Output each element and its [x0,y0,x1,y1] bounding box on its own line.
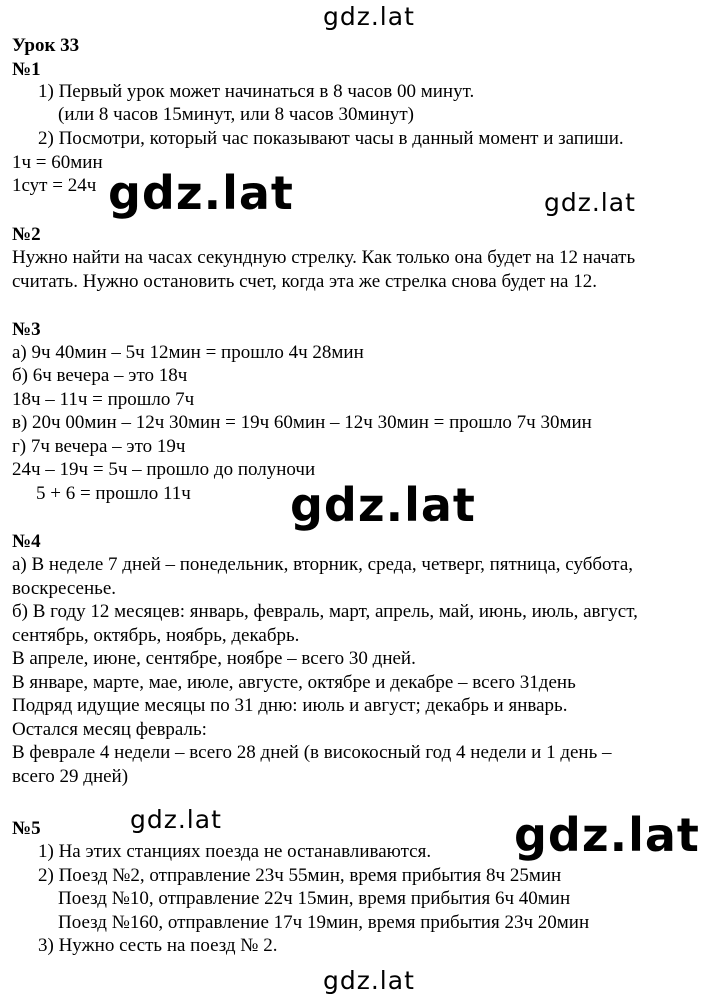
task-4-line: Подряд идущие месяцы по 31 дню: июль и август; декабрь и январь. [12,695,568,716]
task-4-line: сентябрь, октябрь, ноябрь, декабрь. [12,625,300,646]
task-4-line: а) В неделе 7 дней – понедельник, вторник, среда, четверг, пятница, суббота, [12,554,634,575]
task-5-line: 3) Нужно сесть на поезд № 2. [38,935,278,956]
task-2-line: Нужно найти на часах секундную стрелку. Как только она будет на 12 начать [12,247,636,268]
task-3-line: в) 20ч 00мин – 12ч 30мин = 19ч 60мин – 12ч 30мин = прошло 7ч 30мин [12,412,592,433]
task-1-heading: №1 [12,59,41,80]
task-2-heading: №2 [12,224,41,245]
task-4-line: В январе, марте, мае, июле, августе, октябре и декабре – всего 31день [12,672,576,693]
watermark: gdz.lat [514,808,700,862]
task-4-line: воскресенье. [12,578,116,599]
task-5-heading: №5 [12,818,41,839]
task-1-line: 1сут = 24ч [12,175,97,196]
task-3-line: б) 6ч вечера – это 18ч [12,365,188,386]
task-3-line: г) 7ч вечера – это 19ч [12,436,186,457]
task-4-line: б) В году 12 месяцев: январь, февраль, март, апрель, май, июнь, июль, август, [12,601,638,622]
watermark: gdz.lat [544,188,636,217]
task-3-line: а) 9ч 40мин – 5ч 12мин = прошло 4ч 28мин [12,342,364,363]
lesson-title: Урок 33 [12,35,80,56]
task-4-line: В феврале 4 недели – всего 28 дней (в високосный год 4 недели и 1 день – [12,742,612,763]
task-4-line: Остался месяц февраль: [12,719,207,740]
task-3-heading: №3 [12,319,41,340]
task-5-line: Поезд №10, отправление 22ч 15мин, время прибытия 6ч 40мин [58,888,571,909]
task-3-line: 5 + 6 = прошло 11ч [36,483,191,504]
task-4-line: В апреле, июне, сентябре, ноябре – всего 30 дней. [12,648,416,669]
watermark-bottom: gdz.lat [323,966,415,995]
watermark-top: gdz.lat [323,2,415,31]
task-4-heading: №4 [12,531,41,552]
watermark: gdz.lat [130,805,222,834]
task-1-line: 1) Первый урок может начинаться в 8 часов 00 минут. [38,81,475,102]
watermark: gdz.lat [108,166,294,220]
task-1-line: 2) Посмотри, который час показывают часы в данный момент и запиши. [38,128,624,149]
task-5-line: 2) Поезд №2, отправление 23ч 55мин, время прибытия 8ч 25мин [38,865,562,886]
task-1-line: (или 8 часов 15минут, или 8 часов 30минут) [58,104,414,125]
task-1-line: 1ч = 60мин [12,152,103,173]
task-4-line: всего 29 дней) [12,766,129,787]
task-3-line: 18ч – 11ч = прошло 7ч [12,389,195,410]
watermark: gdz.lat [290,478,476,532]
task-5-line: Поезд №160, отправление 17ч 19мин, время прибытия 23ч 20мин [58,912,590,933]
task-3-line: 24ч – 19ч = 5ч – прошло до полуночи [12,459,316,480]
task-2-line: считать. Нужно остановить счет, когда эта же стрелка снова будет на 12. [12,271,597,292]
task-5-line: 1) На этих станциях поезда не останавливаются. [38,841,432,862]
